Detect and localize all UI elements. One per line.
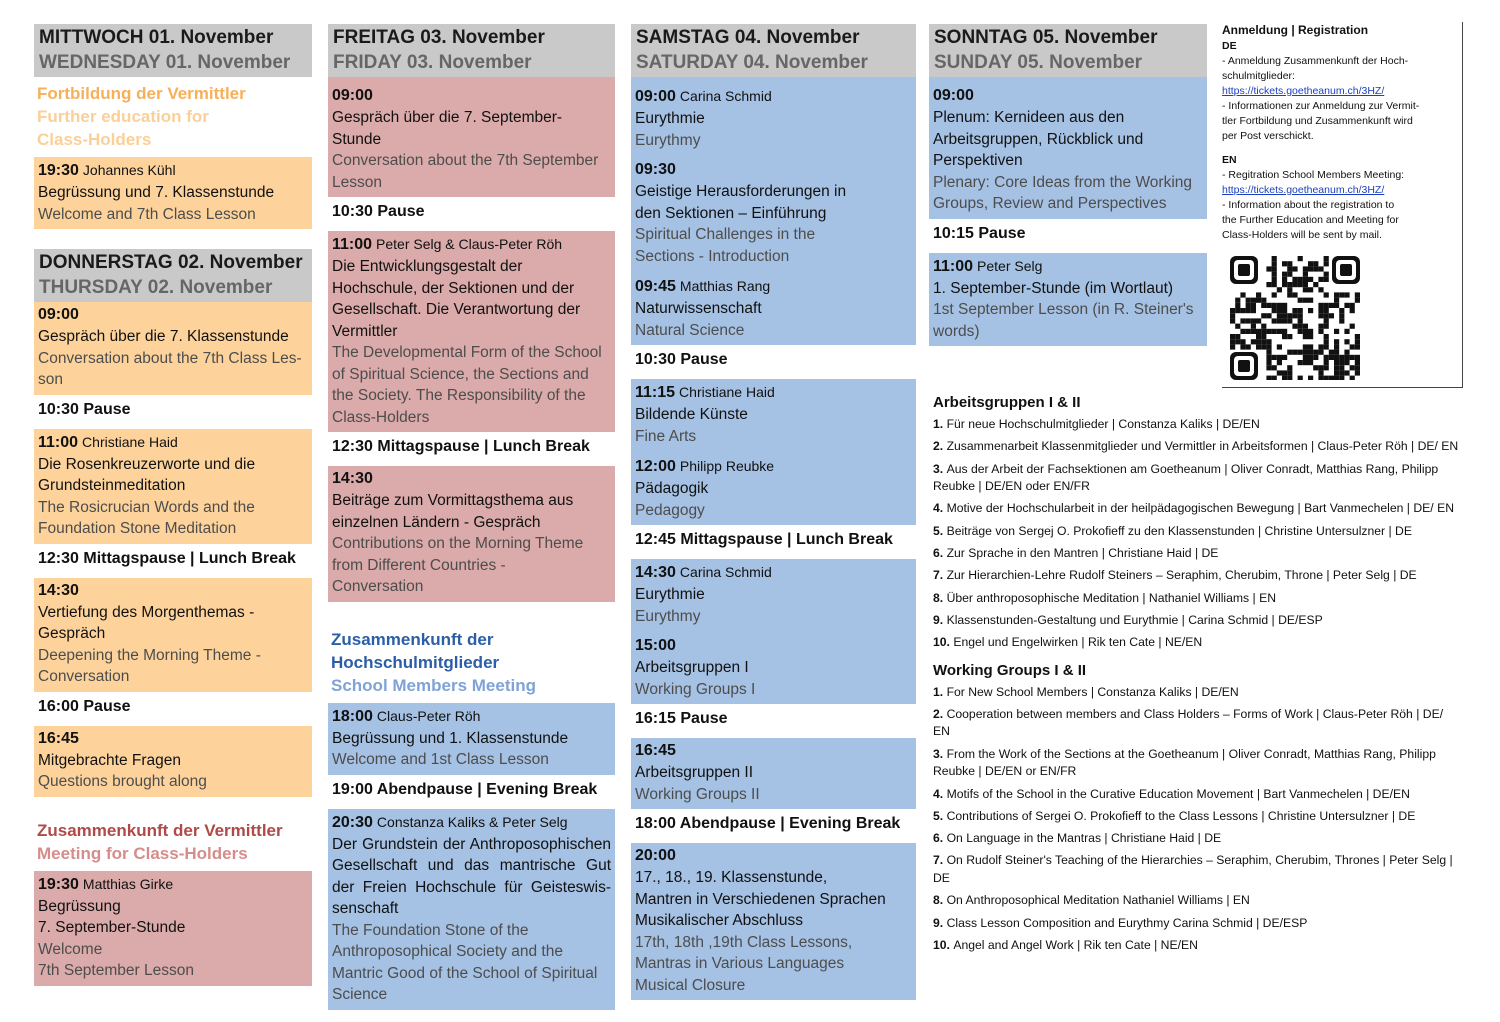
lang-label-en: EN xyxy=(1222,154,1237,166)
registration-text: the Further Education and Meeting for xyxy=(1222,214,1399,226)
working-group-item xyxy=(933,746,1463,781)
section-title-de: Zusammenkunft der xyxy=(331,629,494,649)
registration-text: tler Fortbildung und Zusammenkunft wird xyxy=(1222,115,1413,127)
event-title-de: Die Rosenkreuzerworte und die xyxy=(38,455,256,473)
event-time: 14:30 xyxy=(332,470,373,487)
event-speaker: Christiane Haid xyxy=(82,433,178,450)
event-title-de: Arbeitsgruppen I xyxy=(635,659,749,676)
event-title-de: Mitgebrachte Fragen xyxy=(38,751,182,769)
event-title-en: Welcome xyxy=(38,940,103,958)
working-group-text: Beiträge von Sergej O. Prokofieff zu den Klassenstunden | Christine Untersulzner | DE xyxy=(946,523,1412,538)
event-title-de: Begrüssung xyxy=(38,897,121,915)
event-title-en: Contributions on the Morning Theme xyxy=(332,535,584,552)
pause-row: 16:00 Pause xyxy=(38,697,131,715)
evening-break-row: 18:00 Abendpause | Evening Break xyxy=(635,815,901,832)
qr-code[interactable] xyxy=(1230,256,1360,380)
event-title-de: Grundsteinmeditation xyxy=(38,477,186,494)
working-group-number: 10. xyxy=(933,937,954,952)
working-group-number: 1. xyxy=(933,684,947,699)
event-title-en: Conversation about the 7th Class Les- xyxy=(38,349,302,367)
section-title-de: Zusammenkunft der Vermittler xyxy=(37,820,283,840)
event-title-en: Working Groups II xyxy=(635,785,760,803)
event-time: 11:00 xyxy=(332,236,373,253)
event-title-de: Naturwissenschaft xyxy=(635,300,762,317)
event-title-en: son xyxy=(38,371,63,388)
working-group-item xyxy=(933,684,1463,702)
working-group-item xyxy=(933,808,1463,826)
event-title-de: Pädagogik xyxy=(635,480,709,497)
event-block xyxy=(34,726,312,797)
event-block xyxy=(34,302,312,395)
working-group-text: From the Work of the Sections at the Goetheanum | Oliver Conradt, Matthias Rang, Philipp Reubke | DE/EN or EN/FR xyxy=(933,746,1436,779)
event-block xyxy=(34,157,312,229)
event-title-en: Conversation about the 7th September xyxy=(332,152,599,169)
event-title-de: Plenum: Kernideen aus den xyxy=(933,109,1125,126)
working-group-item xyxy=(933,892,1463,910)
working-group-item xyxy=(933,706,1463,741)
working-groups-title-de: Arbeitsgruppen I & II xyxy=(933,394,1081,411)
event-time: 14:30 xyxy=(635,564,676,581)
working-group-item xyxy=(933,915,1463,933)
event-speaker: Matthias Rang xyxy=(679,278,771,294)
working-group-item xyxy=(933,438,1463,456)
event-time: 15:00 xyxy=(635,637,676,654)
event-block xyxy=(631,379,916,525)
event-title-en: Pedagogy xyxy=(635,501,705,519)
event-title-de: Begrüssung und 7. Klassenstunde xyxy=(38,184,275,201)
event-speaker: Peter Selg xyxy=(977,257,1043,274)
event-title-en: 7th September Lesson xyxy=(38,962,194,979)
registration-text: - Regitration School Members Meeting: xyxy=(1222,169,1405,181)
working-group-number: 10. xyxy=(933,635,954,650)
pause-row: 10:30 Pause xyxy=(38,400,131,418)
working-group-item xyxy=(933,634,1463,652)
event-time: 09:00 xyxy=(635,88,676,105)
event-title-en: Sections - Introduction xyxy=(635,247,790,265)
event-time: 09:30 xyxy=(635,161,676,178)
event-time: 19:30 xyxy=(38,875,79,893)
working-group-text: Zur Sprache in den Mantren | Christiane Haid | DE xyxy=(946,545,1219,560)
event-time: 19:30 xyxy=(38,162,79,179)
event-title-en: The Rosicrucian Words and the xyxy=(38,498,255,516)
section-title-en: School Members Meeting xyxy=(331,675,536,695)
section-title-de: Fortbildung der Vermittler xyxy=(37,84,246,103)
registration-text: Class-Holders will be sent by mail. xyxy=(1222,229,1382,241)
event-block xyxy=(631,77,916,345)
day-title-en: THURSDAY 02. November xyxy=(39,277,273,298)
column-friday xyxy=(328,24,615,1018)
working-group-text: On Rudolf Steiner's Teaching of the Hierarchies – Seraphim, Cherubim, Thrones | Peter Selg | DE xyxy=(933,853,1453,885)
section-title-en: Meeting for Class-Holders xyxy=(37,843,248,863)
lunch-break-row: 12:30 Mittagspause | Lunch Break xyxy=(332,438,590,455)
event-title-de: Der Grundstein der Anthroposophischen Gesellschaft und das mantrische Gut der Freien Hochschule für Geisteswis-senschaft xyxy=(332,835,611,917)
working-group-number: 8. xyxy=(933,590,947,605)
event-time: 09:00 xyxy=(332,87,373,104)
registration-text: - Informationen zur Anmeldung zur Vermit- xyxy=(1222,100,1420,112)
pause-row: 10:30 Pause xyxy=(635,351,728,368)
event-block xyxy=(34,871,312,986)
section-header-further-education xyxy=(34,77,312,151)
event-title-en: Groups, Review and Perspectives xyxy=(933,195,1167,212)
day-header-sunday xyxy=(929,24,1207,77)
event-title-de: Arbeitsgruppen, Rückblick und xyxy=(933,130,1144,148)
working-group-text: Aus der Arbeit der Fachsektionen am Goetheanum | Oliver Conradt, Matthias Rang, Philipp Reubke | DE/EN oder EN/FR xyxy=(933,461,1439,494)
working-group-number: 9. xyxy=(933,915,947,930)
working-group-text: Über anthroposophische Meditation | Nathaniel Williams | EN xyxy=(946,590,1277,605)
event-block xyxy=(328,77,615,197)
working-group-number: 3. xyxy=(933,746,947,761)
event-title-en: Welcome and 7th Class Lesson xyxy=(38,205,256,223)
pause-row: 16:15 Pause xyxy=(635,710,728,727)
working-group-item xyxy=(933,830,1463,848)
column-saturday xyxy=(631,24,916,1008)
working-groups-list-de xyxy=(933,416,1463,652)
day-title-en: SATURDAY 04. November xyxy=(636,52,868,73)
working-group-item xyxy=(933,590,1463,608)
event-title-de: Arbeitsgruppen II xyxy=(635,764,754,781)
event-title-de: Geistige Herausforderungen in xyxy=(635,183,847,200)
event-block xyxy=(34,578,312,692)
event-block xyxy=(328,231,615,432)
event-speaker: Johannes Kühl xyxy=(82,162,176,178)
event-title-de: Musikalischer Abschluss xyxy=(635,912,803,929)
event-title-en: 17th, 18th ,19th Class Lessons, xyxy=(635,933,853,951)
event-title-en: Natural Science xyxy=(635,321,745,339)
event-speaker: Philipp Reubke xyxy=(679,458,775,474)
section-header-class-holders xyxy=(34,819,312,865)
evening-break-row: 19:00 Abendpause | Evening Break xyxy=(332,780,598,798)
working-group-number: 5. xyxy=(933,523,947,538)
pause-row: 10:15 Pause xyxy=(933,224,1026,242)
event-title-en: Foundation Stone Meditation xyxy=(38,520,237,537)
registration-text: per Post verschickt. xyxy=(1222,130,1314,142)
event-title-en: from Different Countries - xyxy=(332,556,506,574)
event-title-de: Perspektiven xyxy=(933,152,1023,169)
event-block xyxy=(328,703,615,775)
day-header-wednesday xyxy=(34,24,312,77)
working-group-item xyxy=(933,461,1463,496)
event-title-en: of Spiritual Science, the Sections and xyxy=(332,365,589,383)
event-title-en: The Developmental Form of the School xyxy=(332,344,602,361)
working-group-text: Zusammenarbeit Klassenmitglieder und Vermittler in Arbeitsformen | Claus-Peter Röh | DE/ EN xyxy=(946,439,1459,454)
event-title-de: Die Entwicklungsgestalt der xyxy=(332,258,523,275)
working-group-text: Engel und Engelwirken | Rik ten Cate | NE/EN xyxy=(953,635,1203,650)
pause-row: 10:30 Pause xyxy=(332,203,425,220)
working-group-text: Für neue Hochschulmitglieder | Constanza Kaliks | DE/EN xyxy=(946,417,1260,431)
event-title-de: den Sektionen – Einführung xyxy=(635,204,827,222)
event-speaker: Matthias Girke xyxy=(82,875,174,892)
working-group-text: Angel and Angel Work | Rik ten Cate | NE/EN xyxy=(953,937,1198,952)
day-title-en: SUNDAY 05. November xyxy=(934,52,1143,73)
event-title-en: Musical Closure xyxy=(635,976,746,994)
working-group-text: Zur Hierarchien-Lehre Rudolf Steiners – Seraphim, Cherubim, Throne | Peter Selg | DE xyxy=(946,568,1417,583)
event-time: 11:00 xyxy=(38,433,79,451)
registration-text: - Information about the registration to xyxy=(1222,199,1395,211)
working-group-text: Class Lesson Composition and Eurythmy Carina Schmid | DE/ESP xyxy=(946,915,1308,930)
event-time: 18:00 xyxy=(332,707,373,725)
section-title-de: Hochschulmitglieder xyxy=(331,652,500,672)
event-block xyxy=(34,429,312,544)
event-title-en: 1st September Lesson (in R. Steiner's xyxy=(933,301,1194,318)
lunch-break-row: 12:30 Mittagspause | Lunch Break xyxy=(38,549,296,567)
working-groups-section xyxy=(933,392,1463,959)
event-title-en: Eurythmy xyxy=(635,131,701,149)
working-group-item xyxy=(933,567,1463,585)
event-title-en: the Society. The Responsibility of the xyxy=(332,387,586,404)
event-title-en: Science xyxy=(332,986,388,1003)
event-title-en: Eurythmy xyxy=(635,607,701,625)
working-group-number: 2. xyxy=(933,706,947,721)
day-title-de: FREITAG 03. November xyxy=(333,27,545,48)
event-title-en: The Foundation Stone of the xyxy=(332,921,529,939)
working-group-number: 4. xyxy=(933,501,947,516)
working-group-text: Klassenstunden-Gestaltung und Eurythmie | Carina Schmid | DE/ESP xyxy=(946,612,1323,627)
event-title-en: words) xyxy=(933,322,980,340)
working-group-item xyxy=(933,545,1463,563)
working-group-number: 7. xyxy=(933,568,947,583)
event-speaker: Claus-Peter Röh xyxy=(376,707,481,724)
working-group-number: 7. xyxy=(933,853,947,868)
event-title-de: 1. September-Stunde (im Wortlaut) xyxy=(933,279,1174,297)
column-sunday xyxy=(929,24,1207,354)
working-group-text: Motive der Hochschularbeit in der heilpädagogischen Bewegung | Bart Vanmechelen | DE/ EN xyxy=(946,501,1454,516)
section-header-school-members xyxy=(328,628,615,697)
day-title-en: FRIDAY 03. November xyxy=(333,52,532,73)
event-title-en: Plenary: Core Ideas from the Working xyxy=(933,173,1193,191)
working-group-text: Contributions of Sergei O. Prokofieff to the Class Lessons | Christine Untersulzner | DE xyxy=(946,808,1416,823)
event-time: 11:00 xyxy=(933,257,974,275)
event-speaker: Constanza Kaliks & Peter Selg xyxy=(376,813,568,830)
day-header-friday xyxy=(328,24,615,77)
event-time: 14:30 xyxy=(38,581,79,599)
day-title-de: SONNTAG 05. November xyxy=(934,27,1158,48)
working-group-item xyxy=(933,786,1463,804)
working-group-text: On Language in the Mantras | Christiane Haid | DE xyxy=(946,831,1222,846)
day-title-de: MITTWOCH 01. November xyxy=(39,27,274,48)
working-group-text: On Anthroposophical Meditation Nathaniel Williams | EN xyxy=(946,893,1250,908)
working-group-text: Cooperation between members and Class Holders – Forms of Work | Claus-Peter Röh | DE/ EN xyxy=(933,706,1444,739)
event-time: 09:00 xyxy=(933,87,974,104)
event-title-en: Conversation xyxy=(332,578,424,595)
working-group-number: 3. xyxy=(933,461,947,476)
working-group-number: 9. xyxy=(933,612,947,627)
working-group-item xyxy=(933,612,1463,630)
day-title-de: SAMSTAG 04. November xyxy=(636,27,860,48)
working-group-number: 8. xyxy=(933,893,947,908)
event-title-de: Begrüssung und 1. Klassenstunde xyxy=(332,729,569,747)
section-title-en: Class-Holders xyxy=(37,130,152,149)
day-title-en: WEDNESDAY 01. November xyxy=(39,52,291,73)
event-time: 20:00 xyxy=(635,847,676,864)
registration-link[interactable]: https://tickets.goetheanum.ch/3HZ/ xyxy=(1222,184,1385,196)
event-speaker: Carina Schmid xyxy=(679,564,772,580)
working-group-item xyxy=(933,500,1463,518)
event-title-de: Gesellschaft. Die Verantwortung der xyxy=(332,301,581,318)
working-groups-list-en xyxy=(933,684,1463,955)
working-group-number: 1. xyxy=(933,417,947,431)
event-block xyxy=(929,77,1207,219)
registration-text: schulmitglieder: xyxy=(1222,70,1295,82)
event-title-de: Eurythmie xyxy=(635,110,705,127)
event-time: 11:15 xyxy=(635,384,676,401)
event-title-en: Class-Holders xyxy=(332,408,430,426)
lunch-break-row: 12:45 Mittagspause | Lunch Break xyxy=(635,531,893,548)
event-time: 09:45 xyxy=(635,278,676,295)
registration-title: Anmeldung | Registration xyxy=(1222,23,1369,37)
section-title-en: Further education for xyxy=(37,107,209,126)
event-title-en: Working Groups I xyxy=(635,680,756,698)
event-time: 16:45 xyxy=(38,729,79,747)
event-speaker: Carina Schmid xyxy=(679,88,772,104)
working-group-text: For New School Members | Constanza Kaliks | DE/EN xyxy=(946,684,1239,699)
working-group-number: 2. xyxy=(933,439,947,454)
event-title-de: Hochschule, der Sektionen und der xyxy=(332,279,575,297)
event-title-en: Welcome and 1st Class Lesson xyxy=(332,751,549,768)
event-speaker: Peter Selg & Claus-Peter Röh xyxy=(376,236,563,252)
event-title-en: Fine Arts xyxy=(635,427,697,445)
column-wednesday-thursday xyxy=(34,24,312,994)
event-block xyxy=(328,466,615,602)
day-header-saturday xyxy=(631,24,916,77)
day-title-de: DONNERSTAG 02. November xyxy=(39,252,303,273)
event-title-en: Mantras in Various Languages xyxy=(635,955,845,972)
event-block xyxy=(631,559,916,704)
event-title-de: Gespräch über die 7. Klassenstunde xyxy=(38,328,289,345)
event-time: 20:30 xyxy=(332,813,373,831)
working-group-item xyxy=(933,523,1463,541)
event-title-de: einzelnen Ländern - Gespräch xyxy=(332,513,541,531)
registration-box xyxy=(1222,22,1463,388)
working-group-item xyxy=(933,416,1463,434)
event-title-de: 7. September-Stunde xyxy=(38,919,186,936)
registration-link[interactable]: https://tickets.goetheanum.ch/3HZ/ xyxy=(1222,85,1385,97)
event-title-de: Vertiefung des Morgenthemas - xyxy=(38,603,255,621)
event-title-en: Mantric Good of the School of Spiritual xyxy=(332,964,598,982)
working-group-number: 6. xyxy=(933,831,947,846)
event-title-en: Spiritual Challenges in the xyxy=(635,226,816,243)
lang-label-de: DE xyxy=(1222,40,1237,52)
event-title-en: Deepening the Morning Theme - xyxy=(38,646,261,664)
event-title-en: Questions brought along xyxy=(38,773,207,790)
working-group-text: Motifs of the School in the Curative Education Movement | Bart Vanmechelen | DE/EN xyxy=(946,786,1410,801)
event-title-de: 17., 18., 19. Klassenstunde, xyxy=(635,869,828,886)
event-block xyxy=(328,809,615,1010)
event-block xyxy=(929,253,1207,347)
event-title-de: Eurythmie xyxy=(635,586,705,603)
event-title-de: Bildende Künste xyxy=(635,406,748,423)
registration-text: - Anmeldung Zusammenkunft der Hoch- xyxy=(1222,55,1409,67)
event-time: 16:45 xyxy=(635,742,676,759)
working-group-number: 5. xyxy=(933,808,947,823)
event-block xyxy=(631,738,916,809)
working-group-item xyxy=(933,852,1463,887)
event-speaker: Christiane Haid xyxy=(679,384,775,400)
event-title-en: Conversation xyxy=(38,668,130,685)
event-title-de: Gespräch über die 7. September-Stunde xyxy=(332,109,563,148)
event-time: 09:00 xyxy=(38,306,79,323)
event-block xyxy=(631,843,916,1000)
working-groups-title-en: Working Groups I & II xyxy=(933,661,1087,679)
working-group-number: 4. xyxy=(933,786,947,801)
event-title-en: Anthroposophical Society and the xyxy=(332,943,563,960)
working-group-number: 6. xyxy=(933,545,947,560)
day-header-thursday xyxy=(34,249,312,302)
event-title-en: Lesson xyxy=(332,173,382,191)
event-title-de: Mantren in Verschiedenen Sprachen xyxy=(635,890,886,908)
event-time: 12:00 xyxy=(635,458,676,475)
event-title-de: Beiträge zum Vormittagsthema aus xyxy=(332,492,574,509)
event-title-de: Vermittler xyxy=(332,322,398,340)
working-group-item xyxy=(933,937,1463,955)
event-title-de: Gespräch xyxy=(38,625,106,642)
